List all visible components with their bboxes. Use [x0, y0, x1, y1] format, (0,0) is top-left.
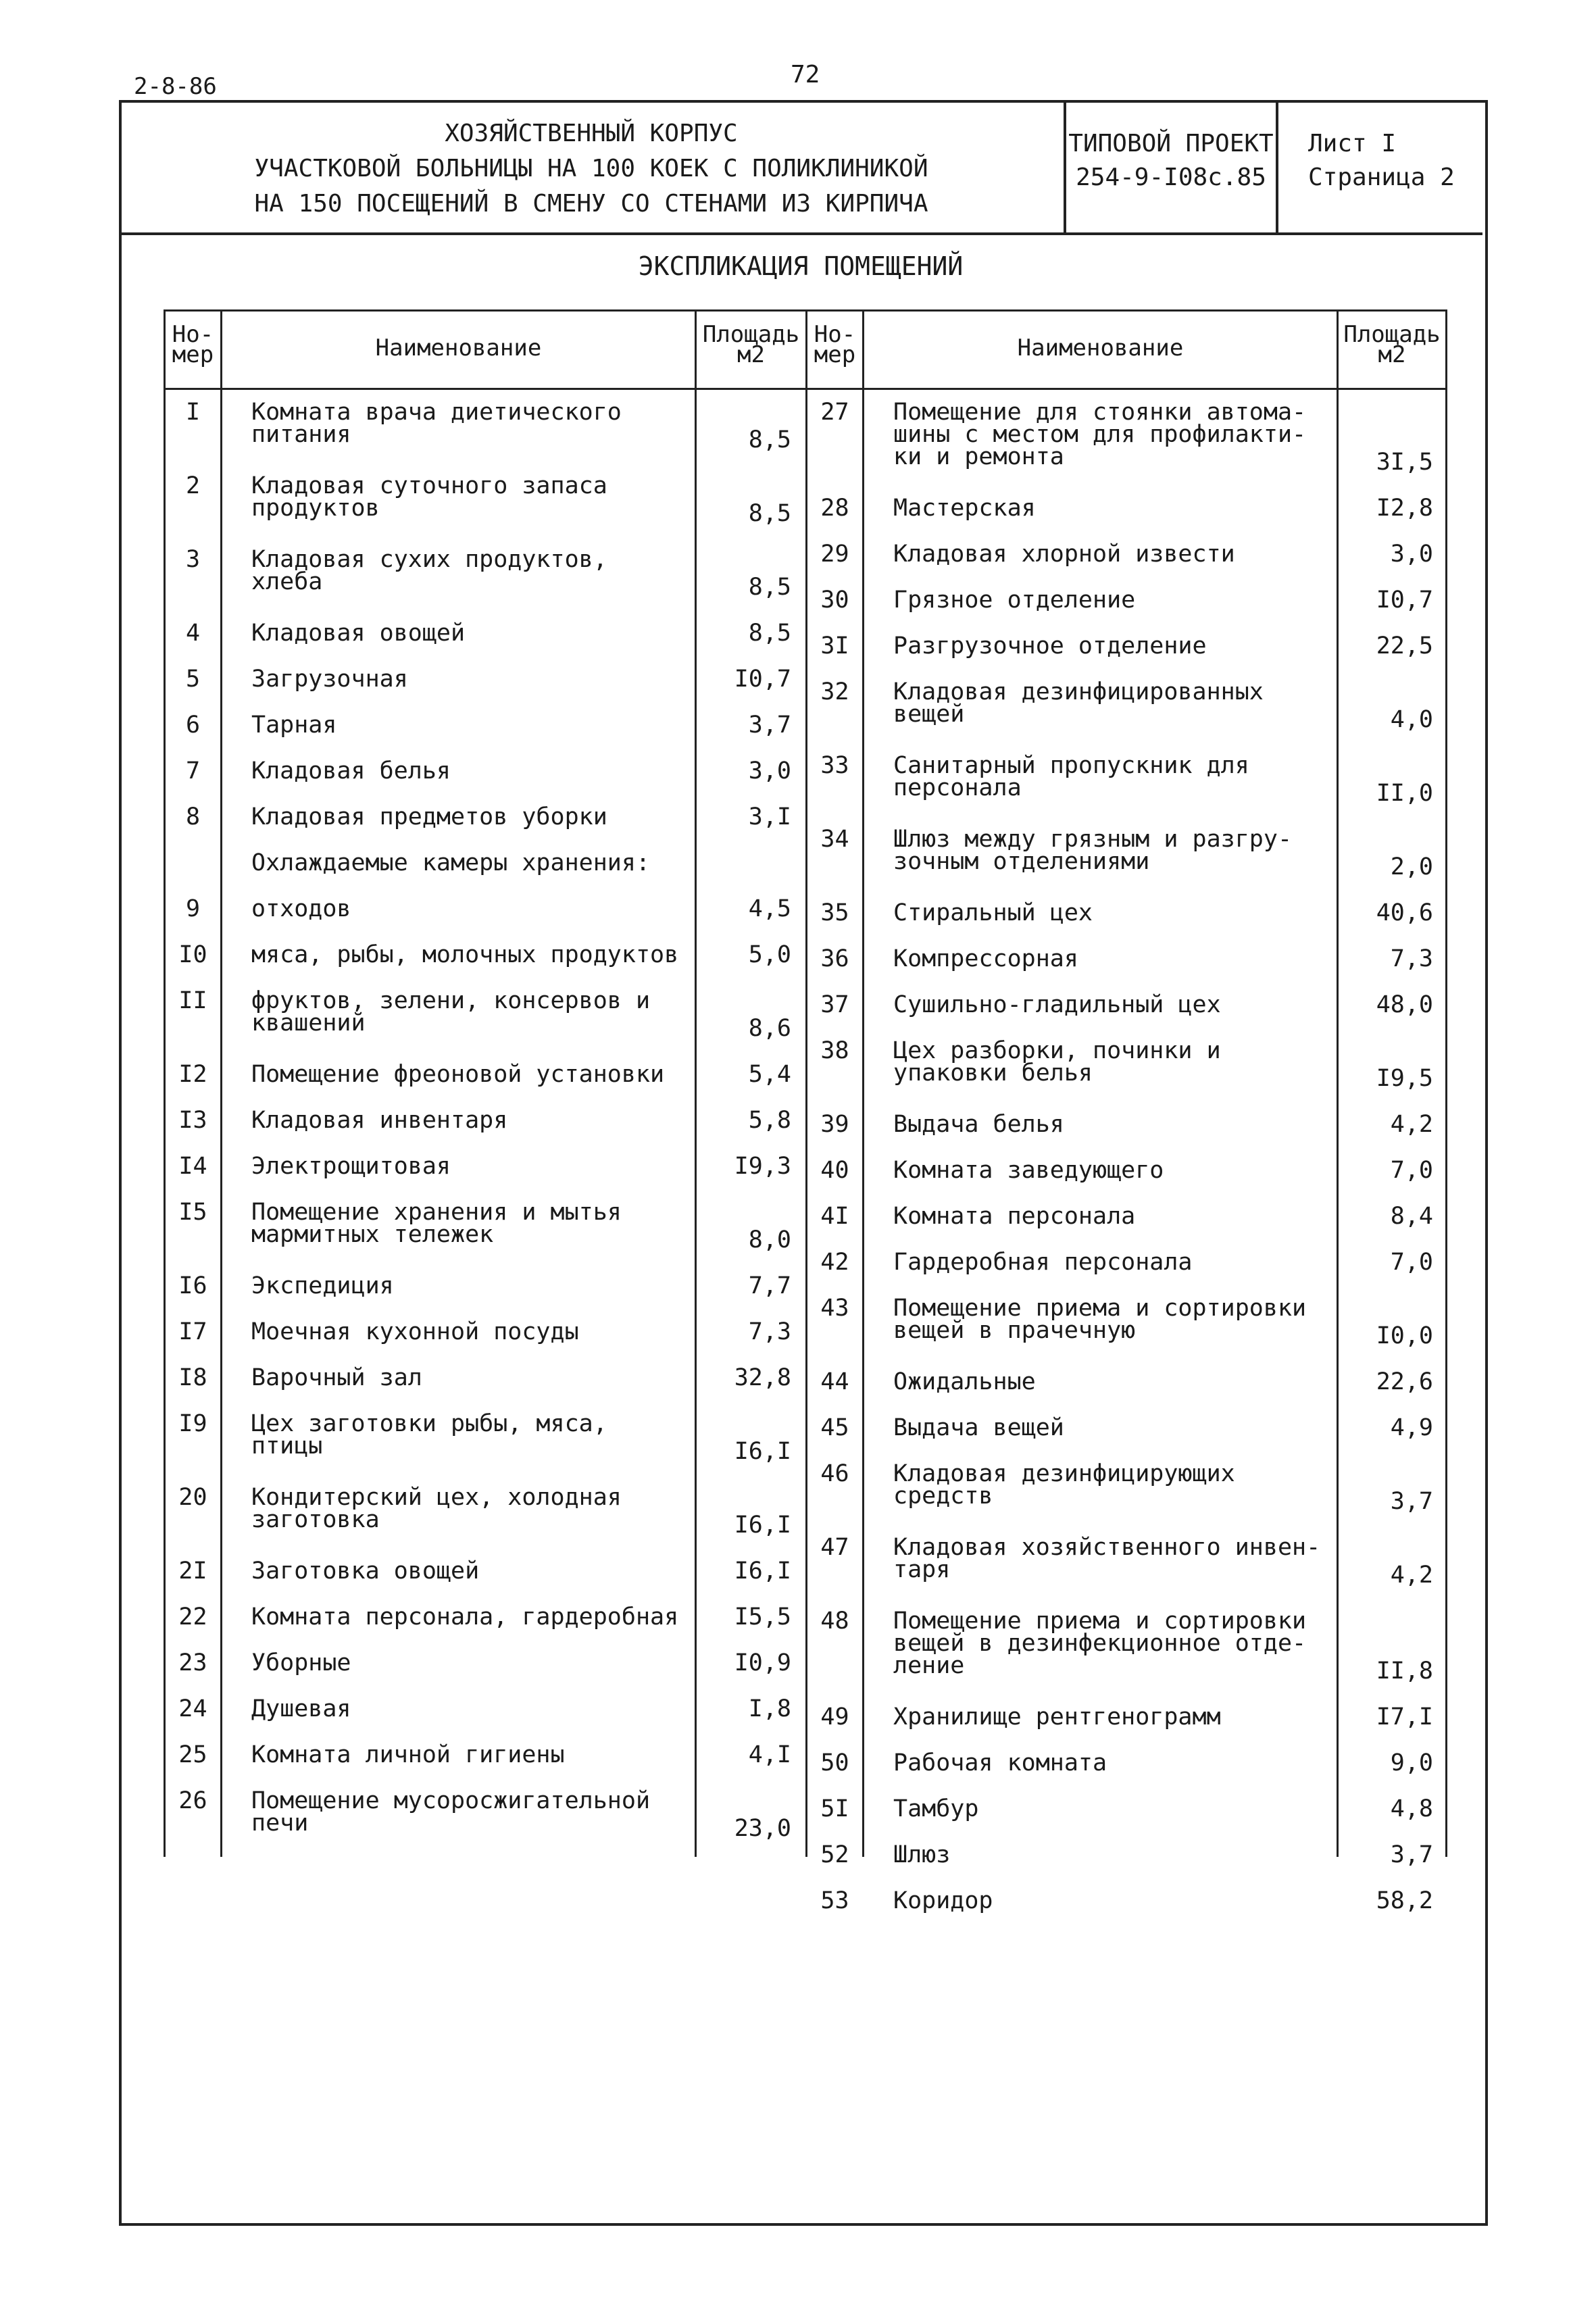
room-number: 6: [185, 712, 201, 739]
header-number: Но- мер: [172, 321, 214, 368]
room-name: Кладовая дезинфицированных вещей: [893, 678, 1264, 728]
room-number: 2: [185, 472, 201, 499]
title-line: ХОЗЯЙСТВЕННЫЙ КОРПУС: [445, 120, 738, 147]
room-number: 8: [185, 803, 201, 830]
room-name: Хранилище рентгенограмм: [893, 1703, 1221, 1731]
room-area: 5,0: [748, 941, 791, 968]
room-number: 23: [178, 1649, 207, 1676]
room-area: 8,5: [748, 620, 791, 647]
room-area: 4,5: [748, 895, 791, 922]
column-rule: [1445, 309, 1447, 1857]
room-area: 7,0: [1390, 1249, 1433, 1276]
room-number: 5I: [820, 1795, 849, 1822]
room-area: I6,I: [734, 1438, 791, 1465]
room-area: 58,2: [1376, 1887, 1433, 1914]
project-code: 254-9-I08с.85: [1076, 164, 1266, 191]
room-number: 44: [820, 1368, 849, 1395]
room-number: 22: [178, 1603, 207, 1631]
room-area: 3,7: [748, 712, 791, 739]
column-rule: [220, 309, 222, 1857]
room-number: 32: [820, 678, 849, 705]
room-number: 40: [820, 1157, 849, 1184]
room-area: 22,5: [1376, 632, 1433, 659]
room-area: 3,7: [1390, 1841, 1433, 1868]
room-name: Помещение фреоновой установки: [251, 1061, 665, 1088]
title-line: УЧАСТКОВОЙ БОЛЬНИЦЫ НА 100 КОЕК С ПОЛИКЛИНИКОЙ: [254, 155, 928, 182]
room-name: Тамбур: [893, 1795, 979, 1822]
room-name: Коридор: [893, 1887, 993, 1914]
room-name: Шлюз между грязным и разгру- зочным отделениями: [893, 826, 1293, 875]
room-number: 46: [820, 1460, 849, 1487]
room-area: 4,8: [1390, 1795, 1433, 1822]
header-name: Наименование: [1017, 334, 1184, 362]
room-name: отходов: [251, 895, 351, 922]
sheet-page: Страница 2: [1308, 164, 1455, 191]
room-name: Кладовая дезинфицирующих средств: [893, 1460, 1235, 1510]
room-number: I3: [178, 1107, 207, 1134]
room-number: I0: [178, 941, 207, 968]
room-number: 25: [178, 1741, 207, 1768]
room-number: 35: [820, 899, 849, 926]
room-number: 27: [820, 399, 849, 426]
room-area: 4,9: [1390, 1414, 1433, 1441]
room-name: Грязное отделение: [893, 587, 1136, 614]
room-name: Кладовая предметов уборки: [251, 803, 607, 830]
room-number: 42: [820, 1249, 849, 1276]
room-area: 7,7: [748, 1272, 791, 1299]
room-name: Комната персонала, гардеробная: [251, 1603, 679, 1631]
room-number: 7: [185, 757, 201, 785]
room-area: I2,8: [1376, 495, 1433, 522]
room-number: I9: [178, 1410, 207, 1437]
document-title: [119, 116, 1064, 222]
room-name: Ожидальные: [893, 1368, 1036, 1395]
room-name: Помещение хранения и мытья мармитных тележек: [251, 1199, 622, 1248]
column-rule: [862, 309, 864, 1857]
room-area: 4,I: [748, 1741, 791, 1768]
room-number: 37: [820, 991, 849, 1018]
room-area: 22,6: [1376, 1368, 1433, 1395]
room-number: 29: [820, 541, 849, 568]
room-number: 33: [820, 752, 849, 779]
room-number: 34: [820, 826, 849, 853]
room-area: I6,I: [734, 1512, 791, 1539]
room-name: Кладовая инвентаря: [251, 1107, 508, 1134]
room-number: 53: [820, 1887, 849, 1914]
room-name: Цех заготовки рыбы, мяса, птицы: [251, 1410, 607, 1460]
room-number: 3: [185, 546, 201, 573]
table-title: ЭКСПЛИКАЦИЯ ПОМЕЩЕНИЙ: [638, 251, 964, 281]
title-line: НА 150 ПОСЕЩЕНИЙ В СМЕНУ СО СТЕНАМИ ИЗ КИРПИЧА: [254, 190, 928, 218]
room-area: 5,8: [748, 1107, 791, 1134]
room-number: I2: [178, 1061, 207, 1088]
room-number: 47: [820, 1534, 849, 1561]
room-number: 30: [820, 587, 849, 614]
room-area: 40,6: [1376, 899, 1433, 926]
room-area: 32,8: [734, 1364, 791, 1391]
room-area: 48,0: [1376, 991, 1433, 1018]
room-name: Душевая: [251, 1695, 351, 1722]
room-area: 8,4: [1390, 1203, 1433, 1230]
header-number: Но- мер: [814, 321, 856, 368]
project-info: [1068, 127, 1274, 195]
room-name: Кладовая белья: [251, 757, 451, 785]
project-label: ТИПОВОЙ ПРОЕКТ: [1068, 130, 1274, 157]
room-area: 8,0: [748, 1226, 791, 1253]
room-name: Шлюз: [893, 1841, 951, 1868]
room-number: 52: [820, 1841, 849, 1868]
room-number: 45: [820, 1414, 849, 1441]
room-number: I4: [178, 1153, 207, 1180]
header-area: Площадь м2: [1343, 321, 1441, 368]
room-name: Охлаждаемые камеры хранения:: [251, 849, 651, 876]
room-area: 4,2: [1390, 1111, 1433, 1138]
room-name: Помещение для стоянки автома- шины с местом для профилакти- ки и ремонта: [893, 399, 1307, 470]
room-area: I9,5: [1376, 1065, 1433, 1092]
room-area: I6,I: [734, 1558, 791, 1585]
room-name: Кладовая хлорной извести: [893, 541, 1235, 568]
room-name: Помещение приема и сортировки вещей в прачечную: [893, 1295, 1307, 1344]
room-area: 3I,5: [1376, 449, 1433, 476]
room-name: Комната личной гигиены: [251, 1741, 565, 1768]
title-block: [119, 100, 1482, 235]
room-number: 24: [178, 1695, 207, 1722]
room-area: 8,5: [748, 574, 791, 601]
room-name: Тарная: [251, 712, 337, 739]
room-number: I5: [178, 1199, 207, 1226]
room-name: Экспедиция: [251, 1272, 394, 1299]
room-area: I,8: [748, 1695, 791, 1722]
room-name: Рабочая комната: [893, 1749, 1107, 1776]
room-number: 4I: [820, 1203, 849, 1230]
room-name: Комната заведующего: [893, 1157, 1164, 1184]
room-number: 9: [185, 895, 201, 922]
room-area: 7,3: [748, 1318, 791, 1345]
room-area: 4,2: [1390, 1562, 1433, 1589]
room-area: I0,0: [1376, 1322, 1433, 1349]
room-area: 23,0: [734, 1815, 791, 1842]
room-area: 7,3: [1390, 945, 1433, 972]
room-number: 39: [820, 1111, 849, 1138]
room-area: 3,7: [1390, 1488, 1433, 1515]
room-name: Заготовка овощей: [251, 1558, 480, 1585]
room-number: 2I: [178, 1558, 207, 1585]
room-number: 28: [820, 495, 849, 522]
room-area: 7,0: [1390, 1157, 1433, 1184]
title-divider: [1064, 100, 1066, 232]
room-name: Кладовая суточного запаса продуктов: [251, 472, 607, 522]
room-area: I9,3: [734, 1153, 791, 1180]
room-name: Кондитерский цех, холодная заготовка: [251, 1484, 622, 1533]
room-area: 3,0: [748, 757, 791, 785]
room-name: Комната врача диетического питания: [251, 399, 622, 448]
room-area: 3,I: [748, 803, 791, 830]
room-area: 3,0: [1390, 541, 1433, 568]
room-number: 4: [185, 620, 201, 647]
room-area: 8,6: [748, 1015, 791, 1042]
room-area: I5,5: [734, 1603, 791, 1631]
room-area: II,0: [1376, 780, 1433, 807]
room-number: 26: [178, 1787, 207, 1814]
room-name: Варочный зал: [251, 1364, 422, 1391]
rooms-table: [164, 309, 1447, 1914]
sheet-number: Лист I: [1308, 130, 1397, 157]
room-name: Санитарный пропускник для персонала: [893, 752, 1249, 801]
room-number: 49: [820, 1703, 849, 1731]
room-name: Выдача белья: [893, 1111, 1064, 1138]
room-name: Компрессорная: [893, 945, 1078, 972]
room-number: I8: [178, 1364, 207, 1391]
document-code: 2-8-86: [134, 73, 217, 100]
room-area: II,8: [1376, 1658, 1433, 1685]
room-name: Электрощитовая: [251, 1153, 451, 1180]
room-area: 8,5: [748, 500, 791, 527]
header-name: Наименование: [375, 334, 542, 362]
room-name: фруктов, зелени, консервов и квашений: [251, 987, 651, 1037]
room-area: I0,9: [734, 1649, 791, 1676]
room-number: 5: [185, 666, 201, 693]
room-number: 48: [820, 1608, 849, 1635]
page-number: 72: [791, 61, 820, 89]
room-name: Сушильно-гладильный цех: [893, 991, 1221, 1018]
room-name: мяса, рыбы, молочных продуктов: [251, 941, 679, 968]
room-number: I: [185, 399, 201, 426]
room-number: II: [178, 987, 207, 1014]
room-name: Стиральный цех: [893, 899, 1093, 926]
room-number: 50: [820, 1749, 849, 1776]
room-name: Комната персонала: [893, 1203, 1136, 1230]
room-number: I6: [178, 1272, 207, 1299]
room-area: 9,0: [1390, 1749, 1433, 1776]
room-name: Выдача вещей: [893, 1414, 1064, 1441]
room-name: Разгрузочное отделение: [893, 632, 1207, 659]
room-name: Моечная кухонной посуды: [251, 1318, 579, 1345]
room-area: 8,5: [748, 426, 791, 453]
header-area: Площадь м2: [702, 321, 800, 368]
room-number: 38: [820, 1037, 849, 1064]
room-name: Кладовая хозяйственного инвен- таря: [893, 1534, 1321, 1583]
room-name: Уборные: [251, 1649, 351, 1676]
room-name: Цех разборки, починки и упаковки белья: [893, 1037, 1221, 1087]
room-name: Гардеробная персонала: [893, 1249, 1193, 1276]
room-name: Помещение приема и сортировки вещей в дезинфекционное отде- ление: [893, 1608, 1307, 1679]
room-name: Загрузочная: [251, 666, 408, 693]
room-number: 3I: [820, 632, 849, 659]
sheet-info: [1308, 127, 1455, 195]
room-number: 20: [178, 1484, 207, 1511]
room-name: Мастерская: [893, 495, 1036, 522]
room-area: 4,0: [1390, 706, 1433, 733]
room-number: 43: [820, 1295, 849, 1322]
room-area: 5,4: [748, 1061, 791, 1088]
room-area: 2,0: [1390, 853, 1433, 880]
room-area: I0,7: [734, 666, 791, 693]
room-number: 36: [820, 945, 849, 972]
room-area: I0,7: [1376, 587, 1433, 614]
room-number: I7: [178, 1318, 207, 1345]
room-name: Кладовая овощей: [251, 620, 466, 647]
room-name: Помещение мусоросжигательной печи: [251, 1787, 651, 1837]
room-area: I7,I: [1376, 1703, 1433, 1731]
room-name: Кладовая сухих продуктов, хлеба: [251, 546, 607, 595]
title-divider: [1276, 100, 1278, 232]
